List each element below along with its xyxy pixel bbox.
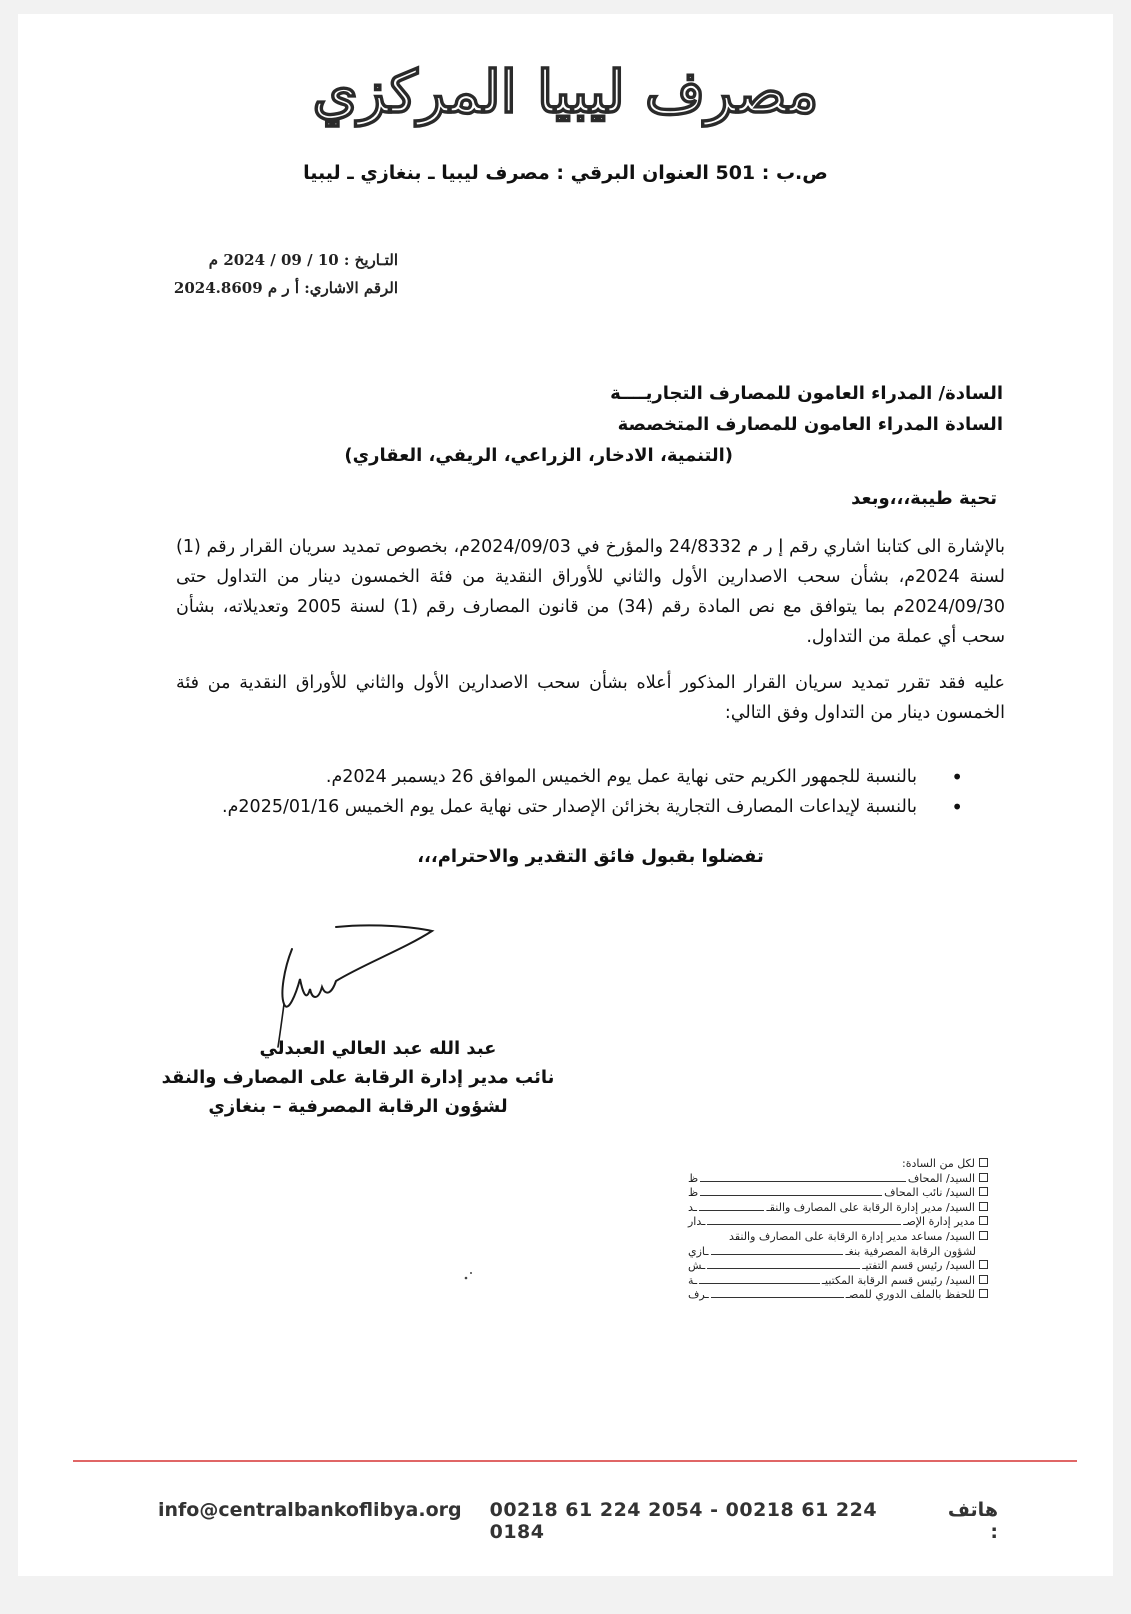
cc-item bbox=[688, 1288, 988, 1303]
cc-item-text: لشؤون الرقابة المصرفية بنغـ bbox=[845, 1244, 976, 1258]
letter-reference: الرقم الاشاري: أ ر م 2024.8609 bbox=[173, 279, 398, 297]
letter-page bbox=[18, 14, 1113, 1576]
addressee-line-2: السادة المدراء العامون للمصارف المتخصصة bbox=[617, 414, 1003, 435]
cc-leader-line bbox=[707, 1224, 901, 1225]
decision-item: • بالنسبة للجمهور الكريم حتى نهاية عمل يوم الخميس الموافق 26 ديسمبر 2024م. bbox=[176, 762, 963, 792]
addressee-block bbox=[303, 378, 1003, 471]
body-paragraph-2: عليه فقد تقرر تمديد سريان القرار المذكور أعلاه بشأن سحب الاصدارين الأول والثاني للأوراق النقدية من فئة الخمسون دينار من التداول وفق التالي: bbox=[176, 673, 1005, 723]
decision-item: • بالنسبة لإيداعات المصارف التجارية بخزائن الإصدار حتى نهاية عمل يوم الخميس 2025/01/16م. bbox=[176, 792, 963, 822]
cc-item-end: ـدار bbox=[688, 1215, 706, 1229]
cc-leader-line bbox=[711, 1254, 844, 1255]
decision-list bbox=[176, 762, 963, 822]
cc-item bbox=[688, 1259, 988, 1274]
cc-leader-line bbox=[711, 1297, 844, 1298]
cc-leader-line bbox=[699, 1210, 764, 1211]
body-paragraph-1: بالإشارة الى كتابنا اشاري رقم إ ر م 24/8332 والمؤرخ في 2024/09/03م، بخصوص تمديد سريان القرار رقم (1) لسنة 2024م، بشأن سحب الاصدارين الأول والثاني للأوراق النقدية من فئة الخمسون دينار من التداول حتى 2024/09/30م بما يتوافق مع نص المادة رقم (34) من قانون المصارف رقم (1) لسنة 2005 وتعديلاته، بشأن سحب أي عملة من التداول. bbox=[176, 537, 1005, 647]
footer-divider bbox=[73, 1460, 1077, 1462]
letter-body bbox=[176, 532, 1005, 744]
letter-meta bbox=[98, 246, 398, 302]
cc-item-text: السيد/ مدير إدارة الرقابة على المصارف والنقـ bbox=[766, 1200, 975, 1214]
cc-item-end: ـش bbox=[688, 1259, 706, 1273]
cc-item bbox=[688, 1230, 988, 1245]
footer-email: info@centralbankoflibya.org bbox=[158, 1499, 462, 1521]
checkbox-icon bbox=[979, 1289, 988, 1298]
cc-list bbox=[688, 1157, 988, 1303]
signatory-department: لشؤون الرقابة المصرفية – بنغازي bbox=[208, 1096, 508, 1117]
cc-leader-line bbox=[699, 1283, 820, 1284]
checkbox-icon bbox=[979, 1231, 988, 1240]
cc-item-end: ـة bbox=[688, 1273, 698, 1287]
cc-item-end: ـد bbox=[688, 1200, 697, 1214]
cc-item-text: السيد/ المحاف bbox=[907, 1171, 975, 1185]
cc-item-end: ظ bbox=[688, 1186, 699, 1200]
cc-item bbox=[688, 1186, 988, 1201]
checkbox-icon bbox=[979, 1202, 988, 1211]
cc-title: لكل من السادة: bbox=[902, 1157, 975, 1170]
addressee-line-1: السادة/ المدراء العامون للمصارف التجاريــــة bbox=[610, 383, 1003, 404]
cc-item bbox=[688, 1215, 988, 1230]
cc-item-text: للحفظ بالملف الدوري للمصـ bbox=[845, 1288, 975, 1302]
bank-logo-text: مصرف ليبيا المركزي bbox=[312, 58, 819, 126]
cc-item-text: السيد/ مساعد مدير إدارة الرقابة على المصارف والنقد bbox=[729, 1229, 975, 1243]
signatory-name: عبد الله عبد العالي العبدلي bbox=[259, 1038, 497, 1059]
cc-item-text: السيد/ رئيس قسم التفتيـ bbox=[862, 1259, 975, 1273]
checkbox-icon bbox=[979, 1158, 988, 1167]
checkbox-icon bbox=[979, 1173, 988, 1182]
cc-leader-line bbox=[700, 1195, 882, 1196]
cc-item bbox=[688, 1245, 988, 1260]
scan-speck bbox=[462, 1269, 476, 1283]
cc-item bbox=[688, 1201, 988, 1216]
cc-item-text: السيد/ رئيس قسم الرقابة المكتبيـ bbox=[821, 1273, 975, 1287]
cc-leader-line bbox=[707, 1268, 860, 1269]
addressee-line-3: (التنمية، الادخار، الزراعي، الريفي، العقاري) bbox=[344, 445, 733, 466]
cc-item-end: ظ bbox=[688, 1171, 699, 1185]
letter-date: التـاريخ : 10 / 09 / 2024 م bbox=[208, 251, 398, 269]
cc-item-end: ـازي bbox=[688, 1244, 709, 1258]
letterhead-address: ص.ب : 501 العنوان البرقي : مصرف ليبيا ـ بنغازي ـ ليبيا bbox=[303, 162, 828, 184]
checkbox-icon bbox=[979, 1187, 988, 1196]
signatory-block bbox=[158, 1034, 558, 1121]
cc-leader-line bbox=[700, 1181, 906, 1182]
checkbox-icon bbox=[979, 1216, 988, 1225]
checkbox-icon bbox=[979, 1260, 988, 1269]
footer-phone-label: هاتف : bbox=[947, 1499, 998, 1543]
closing-line: تفضلوا بقبول فائق التقدير والاحترام،،، bbox=[417, 846, 764, 867]
cc-item-text: السيد/ نائب المحاف bbox=[884, 1186, 975, 1200]
signatory-title: نائب مدير إدارة الرقابة على المصارف والنقد bbox=[161, 1067, 555, 1088]
checkbox-icon bbox=[979, 1275, 988, 1284]
footer-contact bbox=[158, 1499, 998, 1543]
cc-item-end: ـرف bbox=[688, 1288, 709, 1302]
cc-item bbox=[688, 1274, 988, 1289]
footer-phones: 00218 61 224 2054 - 00218 61 224 0184 bbox=[489, 1499, 878, 1543]
cc-title-row bbox=[688, 1157, 988, 1172]
cc-item bbox=[688, 1172, 988, 1187]
greeting: تحية طيبة،،،وبعد bbox=[851, 488, 997, 509]
cc-item-text: مدير إدارة الإصـ bbox=[903, 1215, 975, 1229]
